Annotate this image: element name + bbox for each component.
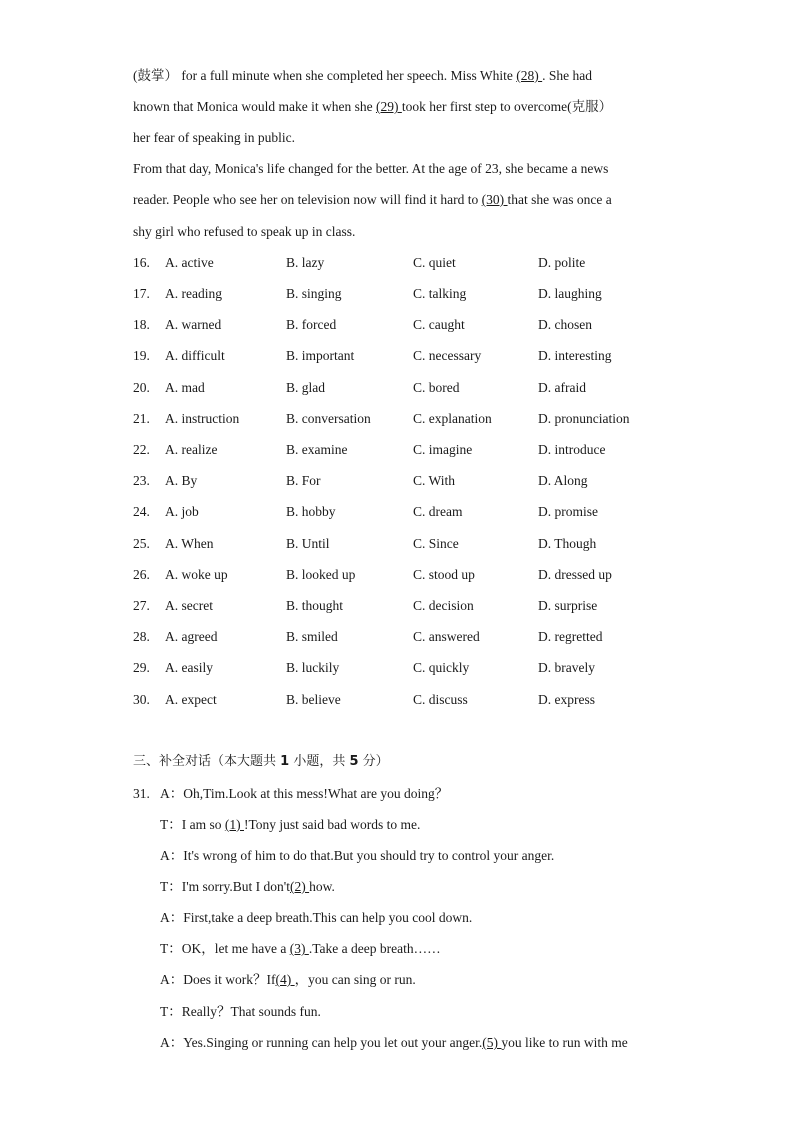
dialogue-text: T：I'm sorry.But I don't — [160, 879, 290, 894]
question-row — [133, 627, 673, 647]
option-d: D. introduce — [538, 442, 606, 457]
option-c: C. Since — [413, 536, 459, 551]
option-b: B. looked up — [286, 567, 356, 582]
option-b: B. forced — [286, 317, 337, 332]
option-a: A. realize — [165, 442, 218, 457]
passage-text: (鼓掌） for a full minute when she completed her speech. Miss White — [133, 68, 517, 83]
option-c: C. discuss — [413, 692, 468, 707]
question-row — [133, 565, 673, 585]
passage-line-4: From that day, Monica's life changed for the better. At the age of 23, she became a news — [133, 161, 609, 176]
question-row — [133, 534, 673, 554]
question-row — [133, 440, 673, 460]
question-row — [133, 378, 673, 398]
option-b: B. thought — [286, 598, 344, 613]
dialogue-text: A：Yes.Singing or running can help you let out your anger. — [160, 1035, 483, 1050]
question-number: 21. — [133, 411, 150, 426]
passage-text: that she was once a — [507, 192, 612, 207]
option-c: C. caught — [413, 317, 465, 332]
option-c: C. imagine — [413, 442, 473, 457]
dialogue-line: T：Really？That sounds fun. — [160, 1004, 321, 1019]
dialogue-line — [160, 970, 416, 990]
option-d: D. pronunciation — [538, 411, 630, 426]
option-a: A. easily — [165, 660, 213, 675]
question-row — [133, 346, 673, 366]
question-row — [133, 658, 673, 678]
option-d: D. chosen — [538, 317, 592, 332]
option-a: A. warned — [165, 317, 222, 332]
question-number: 17. — [133, 286, 150, 301]
option-d: D. Though — [538, 536, 597, 551]
option-d: D. polite — [538, 255, 586, 270]
option-a: A. expect — [165, 692, 217, 707]
option-c: C. necessary — [413, 348, 482, 363]
passage-text: . She had — [542, 68, 593, 83]
option-c: C. quickly — [413, 660, 470, 675]
question-number: 27. — [133, 598, 150, 613]
option-c: C. talking — [413, 286, 467, 301]
blank-3: (3) — [289, 941, 309, 956]
question-number: 16. — [133, 255, 150, 270]
option-c: C. stood up — [413, 567, 475, 582]
option-c: C. dream — [413, 504, 463, 519]
question-row — [133, 315, 673, 335]
question-number: 26. — [133, 567, 150, 582]
dialogue-text: ，you can sing or run. — [294, 972, 416, 987]
option-b: B. hobby — [286, 504, 336, 519]
option-b: B. For — [286, 473, 321, 488]
dialogue-text: .Take a deep breath…… — [308, 941, 441, 956]
dialogue-text: !Tony just said bad words to me. — [244, 817, 421, 832]
passage-text: took her first step to overcome(克服） — [401, 99, 613, 114]
question-number: 18. — [133, 317, 150, 332]
question-row — [133, 284, 673, 304]
dialogue-text: A：Does it work？If — [160, 972, 276, 987]
option-d: D. interesting — [538, 348, 612, 363]
option-c: C. With — [413, 473, 455, 488]
option-b: B. smiled — [286, 629, 338, 644]
blank-30: (30) — [481, 192, 508, 207]
question-row — [133, 471, 673, 491]
option-b: B. glad — [286, 380, 325, 395]
question-number: 31. — [133, 786, 150, 801]
question-number: 20. — [133, 380, 150, 395]
option-d: D. afraid — [538, 380, 586, 395]
option-d: D. regretted — [538, 629, 603, 644]
blank-2: (2) — [289, 879, 310, 894]
section-count: 1 — [280, 754, 290, 769]
option-d: D. bravely — [538, 660, 595, 675]
option-a: A. woke up — [165, 567, 228, 582]
dialogue-line: A：It's wrong of him to do that.But you should try to control your anger. — [160, 848, 555, 863]
dialogue-line — [160, 1033, 628, 1053]
option-b: B. luckily — [286, 660, 340, 675]
dialogue-text: you like to run with me — [501, 1035, 628, 1050]
option-c: C. answered — [413, 629, 480, 644]
dialogue-line: A：First,take a deep breath.This can help you cool down. — [160, 910, 473, 925]
passage-line-3: her fear of speaking in public. — [133, 130, 295, 145]
option-b: B. examine — [286, 442, 348, 457]
question-row — [133, 690, 673, 710]
passage-text: known that Monica would make it when she — [133, 99, 376, 114]
section-heading-text: 小题，共 — [289, 754, 350, 769]
option-a: A. reading — [165, 286, 222, 301]
option-d: D. laughing — [538, 286, 602, 301]
section-heading — [133, 752, 389, 772]
option-a: A. agreed — [165, 629, 218, 644]
dialogue-text: T：I am so — [160, 817, 225, 832]
option-b: B. conversation — [286, 411, 371, 426]
option-a: A. When — [165, 536, 214, 551]
dialogue-line — [160, 877, 335, 897]
question-number: 29. — [133, 660, 150, 675]
option-b: B. important — [286, 348, 355, 363]
option-b: B. lazy — [286, 255, 325, 270]
passage-line-6: shy girl who refused to speak up in class. — [133, 224, 356, 239]
option-c: C. decision — [413, 598, 474, 613]
section-score: 5 — [349, 754, 359, 769]
option-a: A. active — [165, 255, 214, 270]
question-number: 24. — [133, 504, 150, 519]
dialogue-text: T：OK，let me have a — [160, 941, 290, 956]
question-row — [133, 502, 673, 522]
option-d: D. Along — [538, 473, 588, 488]
dialogue-line — [160, 815, 420, 835]
question-number: 19. — [133, 348, 150, 363]
blank-29: (29) — [375, 99, 402, 114]
option-a: A. difficult — [165, 348, 225, 363]
question-row — [133, 253, 673, 273]
question-number: 25. — [133, 536, 150, 551]
dialogue-text: how. — [309, 879, 335, 894]
dialogue-line: A：Oh,Tim.Look at this mess!What are you doing？ — [160, 786, 449, 801]
option-a: A. secret — [165, 598, 213, 613]
passage-line-1 — [133, 66, 663, 86]
option-b: B. Until — [286, 536, 330, 551]
section-heading-text: 三、补全对话（本大题共 — [133, 754, 281, 769]
option-c: C. explanation — [413, 411, 492, 426]
question-number: 28. — [133, 629, 150, 644]
blank-28: (28) — [516, 68, 543, 83]
passage-line-5 — [133, 190, 663, 210]
option-c: C. quiet — [413, 255, 456, 270]
option-b: B. believe — [286, 692, 341, 707]
option-b: B. singing — [286, 286, 342, 301]
dialogue-line — [160, 939, 441, 959]
option-a: A. By — [165, 473, 198, 488]
option-a: A. job — [165, 504, 199, 519]
passage-line-2 — [133, 97, 663, 117]
option-c: C. bored — [413, 380, 460, 395]
option-d: D. promise — [538, 504, 598, 519]
question-row — [133, 596, 673, 616]
section-heading-text: 分） — [358, 754, 389, 769]
option-a: A. instruction — [165, 411, 240, 426]
blank-5: (5) — [482, 1035, 502, 1050]
question-number: 23. — [133, 473, 150, 488]
option-a: A. mad — [165, 380, 205, 395]
question-number: 22. — [133, 442, 150, 457]
blank-1: (1) — [224, 817, 244, 832]
blank-4: (4) — [275, 972, 295, 987]
option-d: D. express — [538, 692, 595, 707]
question-row — [133, 409, 673, 429]
passage-text: reader. People who see her on television now will find it hard to — [133, 192, 482, 207]
option-d: D. dressed up — [538, 567, 612, 582]
question-number: 30. — [133, 692, 150, 707]
option-d: D. surprise — [538, 598, 598, 613]
